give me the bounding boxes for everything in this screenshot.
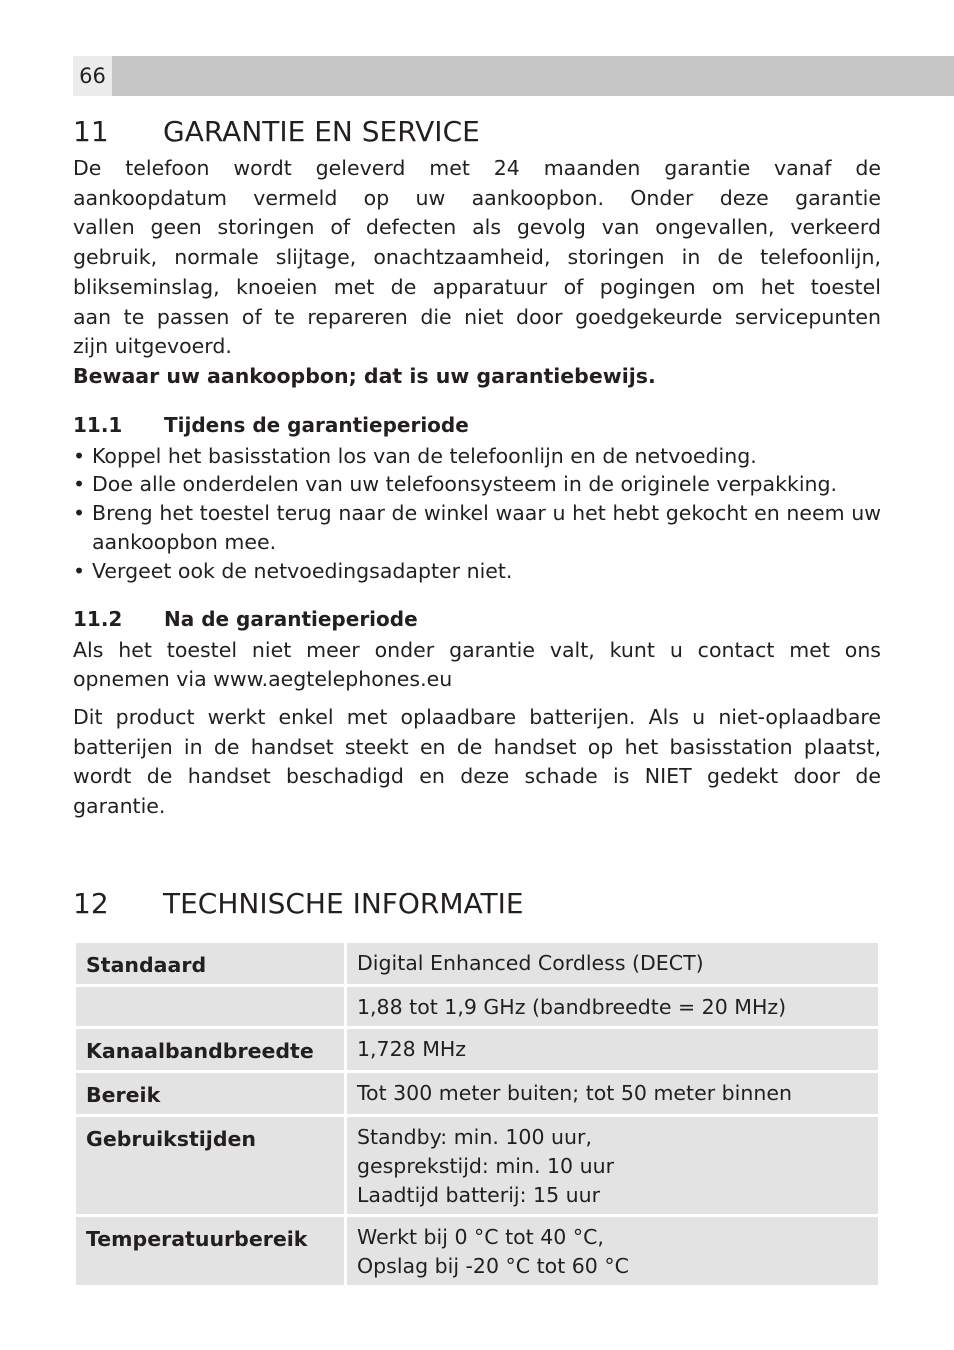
table-row: [76, 1073, 878, 1114]
spec-value-line: gesprekstijd: min. 10 uur: [357, 1154, 615, 1178]
battery-warning-paragraph: Dit product werkt enkel met oplaadbare batterijen. Als u niet-oplaadbare batterijen in de handset steekt en de handset op het basisstation plaatst, wordt de handset beschadigd en deze schade is NIET gedekt door de garantie.: [73, 705, 881, 819]
technical-specs-table: [73, 940, 881, 1288]
table-row: [76, 987, 878, 1026]
page-number: 66: [73, 56, 112, 96]
spec-value: [347, 1217, 878, 1285]
spec-label: Standaard: [76, 943, 344, 984]
spec-value: [347, 1117, 878, 1214]
intro-line: blikseminslag, knoeien met de apparatuur of pogingen om het toestel: [73, 274, 881, 299]
section-11-2-number: 11.2: [73, 606, 123, 631]
section-11-1-title: Tijdens de garantieperiode: [164, 412, 469, 437]
section-12-title: TECHNISCHE INFORMATIE: [163, 887, 524, 920]
spec-value: 1,728 MHz: [347, 1029, 878, 1070]
section-11-title: GARANTIE EN SERVICE: [163, 115, 480, 148]
spec-value-line: Laadtijd batterij: 15 uur: [357, 1183, 601, 1207]
spec-value: Digital Enhanced Cordless (DECT): [347, 943, 878, 984]
list-item: • Vergeet ook de netvoedingsadapter niet.: [73, 557, 881, 586]
section-12-number: 12: [73, 887, 109, 920]
spec-value: Tot 300 meter buiten; tot 50 meter binnen: [347, 1073, 878, 1114]
section-11-2-heading: [73, 604, 881, 634]
page-content: [73, 112, 881, 822]
spec-value-line: Werkt bij 0 °C tot 40 °C,: [357, 1225, 604, 1249]
spec-value-line: Opslag bij -20 °C tot 60 °C: [357, 1254, 629, 1278]
table-row: [76, 1029, 878, 1070]
intro-line: vallen geen storingen of defecten als gevolg van ongevallen, verkeerd: [73, 215, 881, 240]
table-row: [76, 943, 878, 984]
list-item: • Doe alle onderdelen van uw telefoonsysteem in de originele verpakking.: [73, 470, 881, 499]
spec-label: Gebruikstijden: [76, 1117, 344, 1214]
intro-line: aankoopdatum vermeld op uw aankoopbon. Onder deze garantie: [73, 185, 881, 210]
warranty-steps-list: [73, 442, 881, 586]
intro-line: De telefoon wordt geleverd met 24 maanden garantie vanaf de: [73, 156, 881, 180]
intro-line: aan te passen of te repareren die niet door goedgekeurde servicepunten: [73, 304, 881, 329]
section-11-1-number: 11.1: [73, 412, 123, 437]
section-11-2-title: Na de garantieperiode: [164, 606, 418, 631]
warranty-note: Bewaar uw aankoopbon; dat is uw garantiebewijs.: [73, 363, 656, 388]
section-11-intro: [73, 154, 881, 362]
section-12-heading: [73, 884, 524, 924]
table-row: [76, 1117, 878, 1214]
section-11-number: 11: [73, 115, 109, 148]
page-header-bar: [73, 56, 954, 96]
spec-label: [76, 987, 344, 1026]
section-11-heading: [73, 112, 881, 152]
spec-value-line: Standby: min. 100 uur,: [357, 1125, 592, 1149]
intro-line: gebruik, normale slijtage, onachtzaamheid, storingen in de telefoonlijn,: [73, 245, 881, 270]
spec-label: Temperatuurbereik: [76, 1217, 344, 1285]
spec-value: 1,88 tot 1,9 GHz (bandbreedte = 20 MHz): [347, 987, 878, 1026]
list-item: • Breng het toestel terug naar de winkel waar u het hebt gekocht en neem uw aankoopbon mee.: [73, 499, 881, 557]
table-row: [76, 1217, 878, 1285]
spec-label: Kanaalbandbreedte: [76, 1029, 344, 1070]
list-item: • Koppel het basisstation los van de telefoonlijn en de netvoeding.: [73, 442, 881, 471]
intro-line: zijn uitgevoerd.: [73, 334, 232, 359]
section-11-1-heading: [73, 410, 881, 440]
spec-label: Bereik: [76, 1073, 344, 1114]
after-warranty-paragraph: Als het toestel niet meer onder garantie valt, kunt u contact met ons opnemen via www.aegtelephones.eu: [73, 637, 881, 692]
